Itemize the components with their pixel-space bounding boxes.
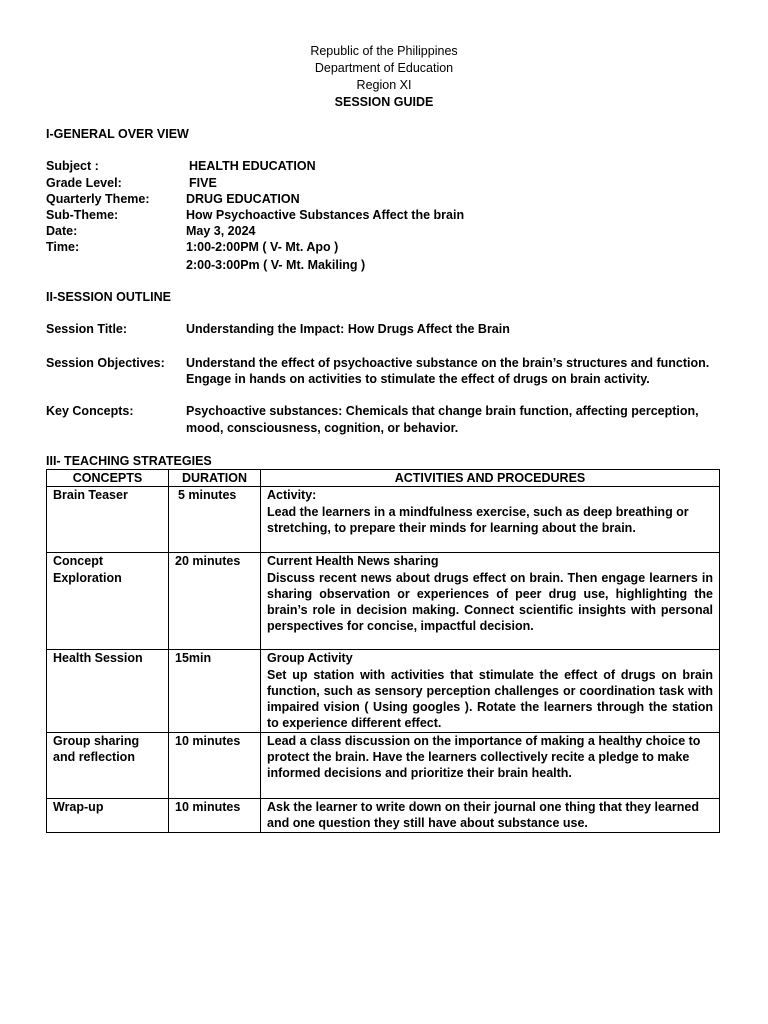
- concept-cell: Concept Exploration: [47, 553, 169, 650]
- teaching-strategies-table: [46, 469, 720, 833]
- duration-cell: 15min: [169, 650, 261, 732]
- session-title-value: Understanding the Impact: How Drugs Affect the Brain: [186, 322, 510, 336]
- duration-cell: 10 minutes: [169, 798, 261, 832]
- teaching-strategies-heading: III- TEACHING STRATEGIES: [46, 454, 212, 468]
- session-outline-heading: II-SESSION OUTLINE: [46, 290, 172, 304]
- table-row: [47, 487, 720, 553]
- subtheme-value: How Psychoactive Substances Affect the brain: [186, 208, 465, 222]
- activity-cell: [261, 798, 720, 832]
- grade-label: Grade Level:: [46, 176, 122, 190]
- objectives-label: Session Objectives:: [46, 356, 165, 370]
- concept-cell: Wrap-up: [47, 798, 169, 832]
- subtheme-label: Sub-Theme:: [46, 208, 119, 222]
- column-header-concepts: CONCEPTS: [47, 470, 169, 487]
- duration-cell: 10 minutes: [169, 732, 261, 798]
- document-title: SESSION GUIDE: [334, 95, 434, 109]
- time-value-1: 1:00-2:00PM ( V- Mt. Apo ): [186, 240, 339, 254]
- column-header-activities: ACTIVITIES AND PROCEDURES: [261, 470, 720, 487]
- activity-cell: [261, 732, 720, 798]
- activity-title: Group Activity: [267, 651, 353, 666]
- general-overview-heading: I-GENERAL OVER VIEW: [46, 127, 189, 141]
- activity-text: Set up station with activities that stimulate the effect of drugs on brain function, such as sensory perception challenges or coordination task with impaired vision ( Using googles ). Rotate the learners through the station to experience different effect.: [267, 667, 713, 731]
- objective-2: Engage in hands on activities to stimulate the effect of drugs on brain activity.: [186, 372, 650, 386]
- duration-text: 5 minutes: [178, 488, 237, 503]
- theme-value: DRUG EDUCATION: [186, 192, 300, 206]
- table-row: [47, 650, 720, 732]
- activity-text: Lead a class discussion on the importance of making a healthy choice to protect the brain. Have the learners collectively recite a pledge to make informed decisions and prioritize their brain health.: [267, 733, 701, 781]
- activity-title: Current Health News sharing: [267, 554, 439, 569]
- date-label: Date:: [46, 224, 78, 238]
- header-region: Region XI: [356, 78, 412, 92]
- activity-title: Activity:: [267, 488, 317, 503]
- table-row: [47, 553, 720, 650]
- concept-cell: Group sharing and reflection: [47, 732, 169, 798]
- activity-cell: [261, 553, 720, 650]
- activity-text: Ask the learner to write down on their journal one thing that they learned and one question they still have about substance use.: [267, 799, 699, 831]
- key-concepts-label: Key Concepts:: [46, 404, 134, 418]
- grade-value: FIVE: [189, 176, 217, 190]
- table-header-row: [47, 470, 720, 487]
- duration-cell: 20 minutes: [169, 553, 261, 650]
- concept-cell: Health Session: [47, 650, 169, 732]
- theme-label: Quarterly Theme:: [46, 192, 150, 206]
- time-label: Time:: [46, 240, 80, 254]
- session-title-label: Session Title:: [46, 322, 128, 336]
- header-department: Department of Education: [314, 61, 454, 75]
- header-republic: Republic of the Philippines: [310, 44, 458, 58]
- activity-cell: [261, 487, 720, 553]
- activity-text: Lead the learners in a mindfulness exercise, such as deep breathing or stretching, to prepare their minds for learning about the brain.: [267, 504, 689, 535]
- concept-cell: Brain Teaser: [47, 487, 169, 553]
- activity-text: Discuss recent news about drugs effect on brain. Then engage learners in sharing observation or experiences of peer drug use, highlighting the brain’s role in decision making. Connect scientific insights with personal perspectives for concise, impactful decision.: [267, 570, 713, 634]
- key-concepts-line-1: Psychoactive substances: Chemicals that change brain function, affecting perception,: [186, 404, 699, 418]
- time-value-2: 2:00-3:00Pm ( V- Mt. Makiling ): [186, 258, 366, 272]
- table-row: [47, 732, 720, 798]
- duration-cell: [169, 487, 261, 553]
- activity-cell: [261, 650, 720, 732]
- table-row: [47, 798, 720, 832]
- key-concepts-line-2: mood, consciousness, cognition, or behavior.: [186, 421, 459, 435]
- subject-label: Subject :: [46, 159, 99, 173]
- date-value: May 3, 2024: [186, 224, 256, 238]
- objective-1: Understand the effect of psychoactive substance on the brain’s structures and function.: [186, 356, 710, 370]
- subject-value: HEALTH EDUCATION: [189, 159, 316, 173]
- column-header-duration: DURATION: [169, 470, 261, 487]
